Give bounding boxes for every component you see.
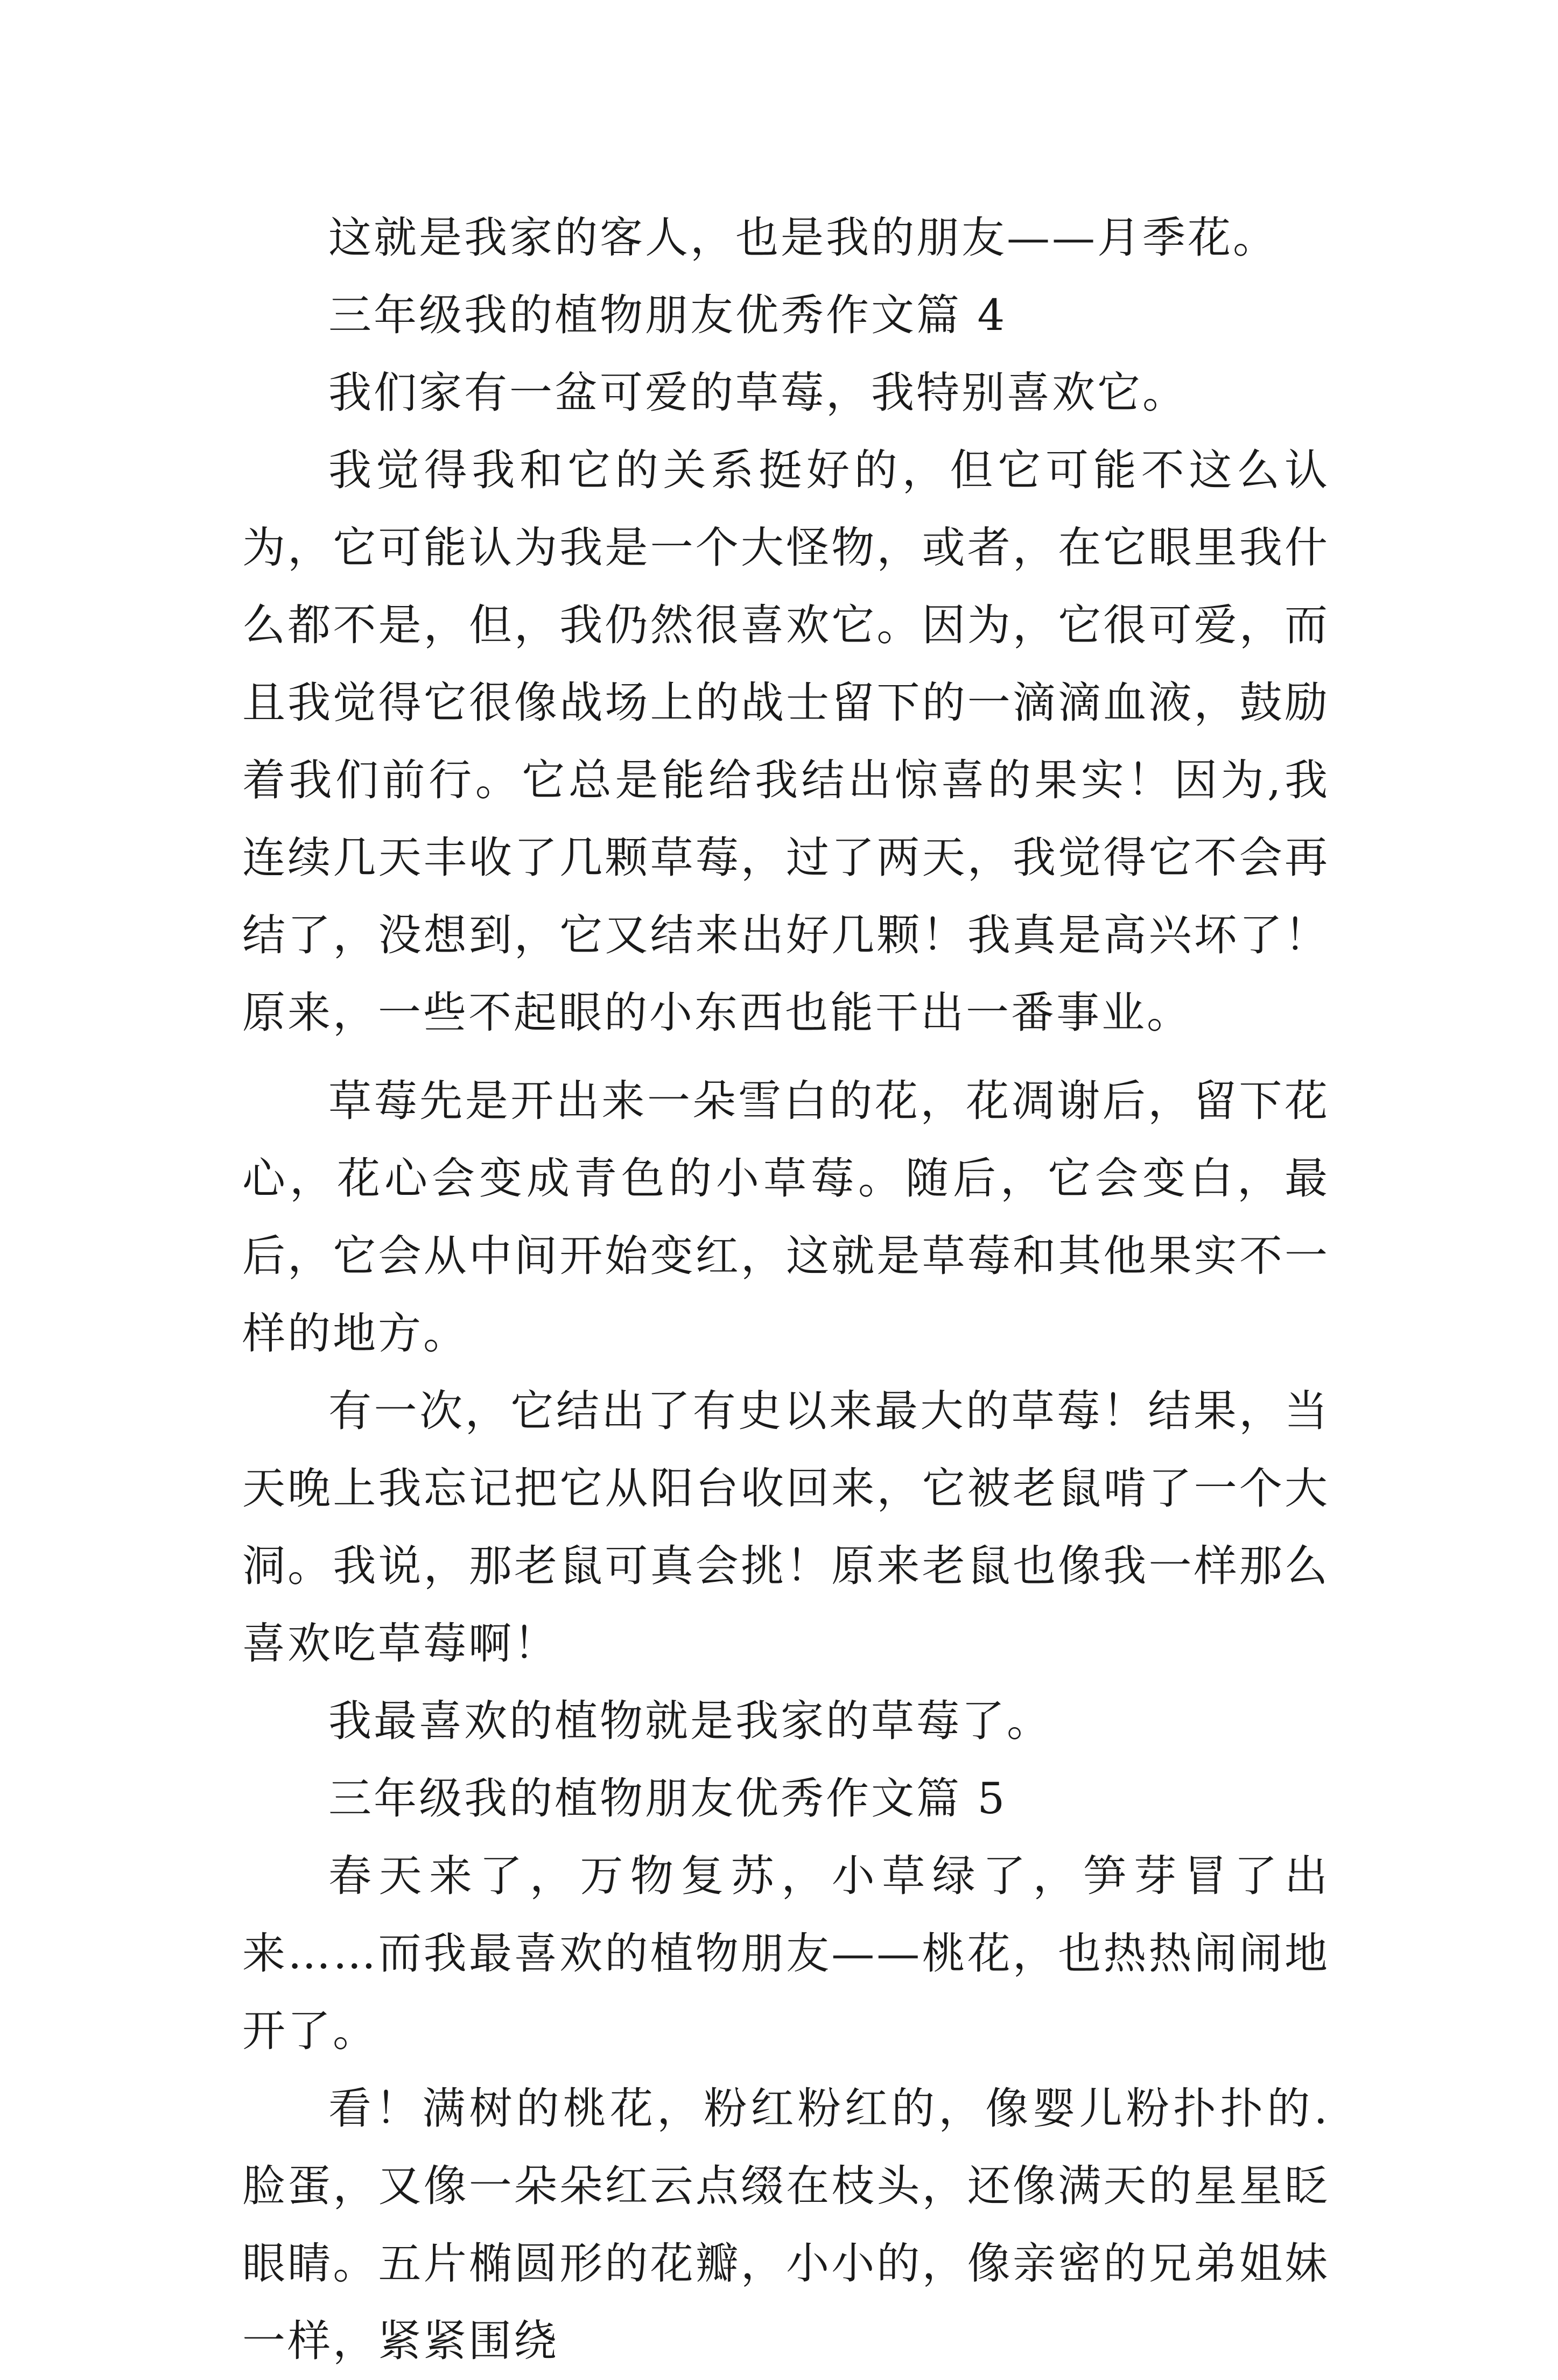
paragraph-strawberry-closing: 我最喜欢的植物就是我家的草莓了。 bbox=[328, 1696, 1052, 1746]
essay-heading-4: 三年级我的植物朋友优秀作文篇 4 bbox=[328, 290, 1007, 340]
paragraph-strawberry-relationship: 我觉得我和它的关系挺好的，但它可能不这么认为，它可能认为我是一个大怪物，或者，在它眼里我什么都不是，但，我仍然很喜欢它。因为，它很可爱，而且我觉得它很像战场上的战士留下的一滴滴血液，鼓励着我们前行。它总是能给我结出惊喜的果实！因为,我连续几天丰收了几颗草莓，过了两天，我觉得它不会再结了，没想到，它又结来出好几颗！我真是高兴坏了！原来，一些不起眼的小东西也能干出一番事业。 bbox=[242, 445, 1330, 1038]
paragraph-spring-intro: 春天来了，万物复苏，小草绿了，笋芽冒了出来……而我最喜欢的植物朋友——桃花，也热热闹闹地开了。 bbox=[242, 1851, 1330, 2056]
paragraph-closing-rose: 这就是我家的客人，也是我的朋友——月季花。 bbox=[328, 213, 1278, 263]
essay-heading-5: 三年级我的植物朋友优秀作文篇 5 bbox=[328, 1773, 1007, 1823]
paragraph-strawberry-intro: 我们家有一盆可爱的草莓，我特别喜欢它。 bbox=[328, 368, 1188, 418]
paragraph-strawberry-growth: 草莓先是开出来一朵雪白的花，花凋谢后，留下花心，花心会变成青色的小草莓。随后，它会变白，最后，它会从中间开始变红，这就是草莓和其他果实不一样的地方。 bbox=[242, 1076, 1330, 1358]
paragraph-peach-blossom: 看！满树的桃花，粉红粉红的，像婴儿粉扑扑的.脸蛋，又像一朵朵红云点缀在枝头，还像满天的星星眨眼睛。五片椭圆形的花瓣，小小的，像亲密的兄弟姐妹一样，紧紧围绕 bbox=[242, 2083, 1330, 2366]
paragraph-strawberry-mouse: 有一次，它结出了有史以来最大的草莓！结果，当天晚上我忘记把它从阳台收回来，它被老鼠啃了一个大洞。我说，那老鼠可真会挑！原来老鼠也像我一样那么喜欢吃草莓啊！ bbox=[242, 1386, 1330, 1668]
document-body bbox=[242, 199, 1330, 2380]
